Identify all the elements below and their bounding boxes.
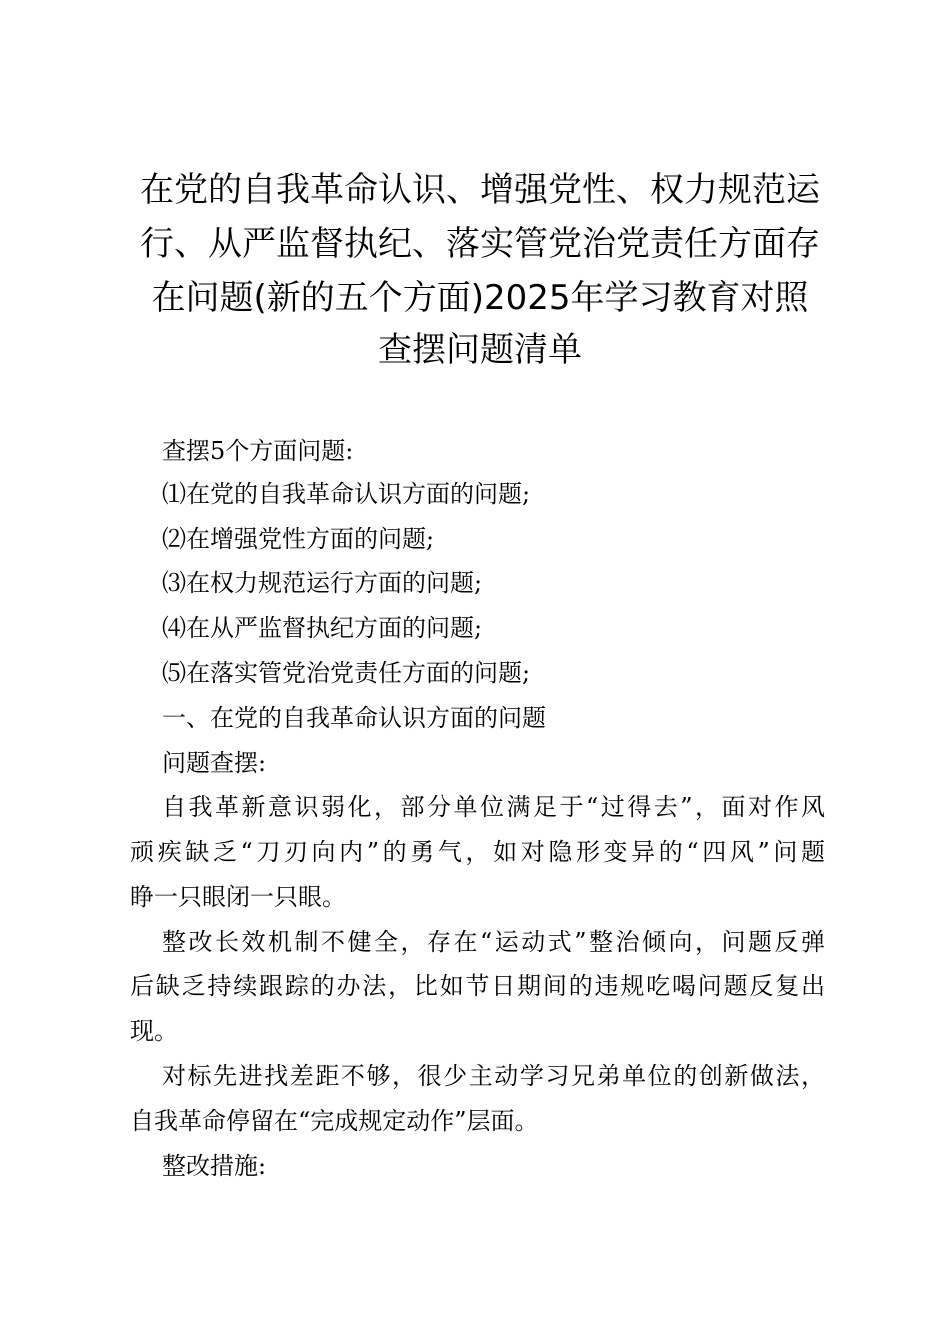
list-item: ⑷在从严监督执纪方面的问题; [162,614,483,642]
title-line: 在问题(新的五个方面)2025年学习教育对照 [151,278,809,318]
paragraph-line: 后缺乏持续跟踪的办法，比如节日期间的违规吃喝问题反复出 [130,972,825,1000]
title-line: 在党的自我革命认识、增强党性、权力规范运 [140,170,820,210]
list-item: ⑵在增强党性方面的问题; [162,525,435,553]
problems-label: 问题查摆: [162,749,267,777]
paragraph-line: 自我革命停留在“完成规定动作”层面。 [130,1107,539,1135]
measures-label: 整改措施: [162,1152,267,1180]
list-item: ⑸在落实管党治党责任方面的问题; [162,659,531,687]
intro-text: 查摆5个方面问题: [162,437,354,465]
list-item: ⑴在党的自我革命认识方面的问题; [162,480,531,508]
paragraph-line: 睁一只眼闭一只眼。 [130,883,346,911]
paragraph-line: 对标先进找差距不够，很少主动学习兄弟单位的创新做法， [162,1062,825,1090]
title-line: 行、从严监督执纪、落实管党治党责任方面存 [140,224,820,264]
paragraph-line: 整改长效机制不健全，存在“运动式”整治倾向，问题反弹 [162,928,825,956]
section-heading: 一、在党的自我革命认识方面的问题 [162,704,546,732]
list-item: ⑶在权力规范运行方面的问题; [162,569,483,597]
paragraph-line: 顽疾缺乏“刀刃向内”的勇气，如对隐形变异的“四风”问题 [130,838,825,866]
paragraph-line: 自我革新意识弱化，部分单位满足于“过得去”，面对作风 [162,793,825,821]
title-line: 查摆问题清单 [378,330,582,370]
paragraph-line: 现。 [130,1017,178,1045]
